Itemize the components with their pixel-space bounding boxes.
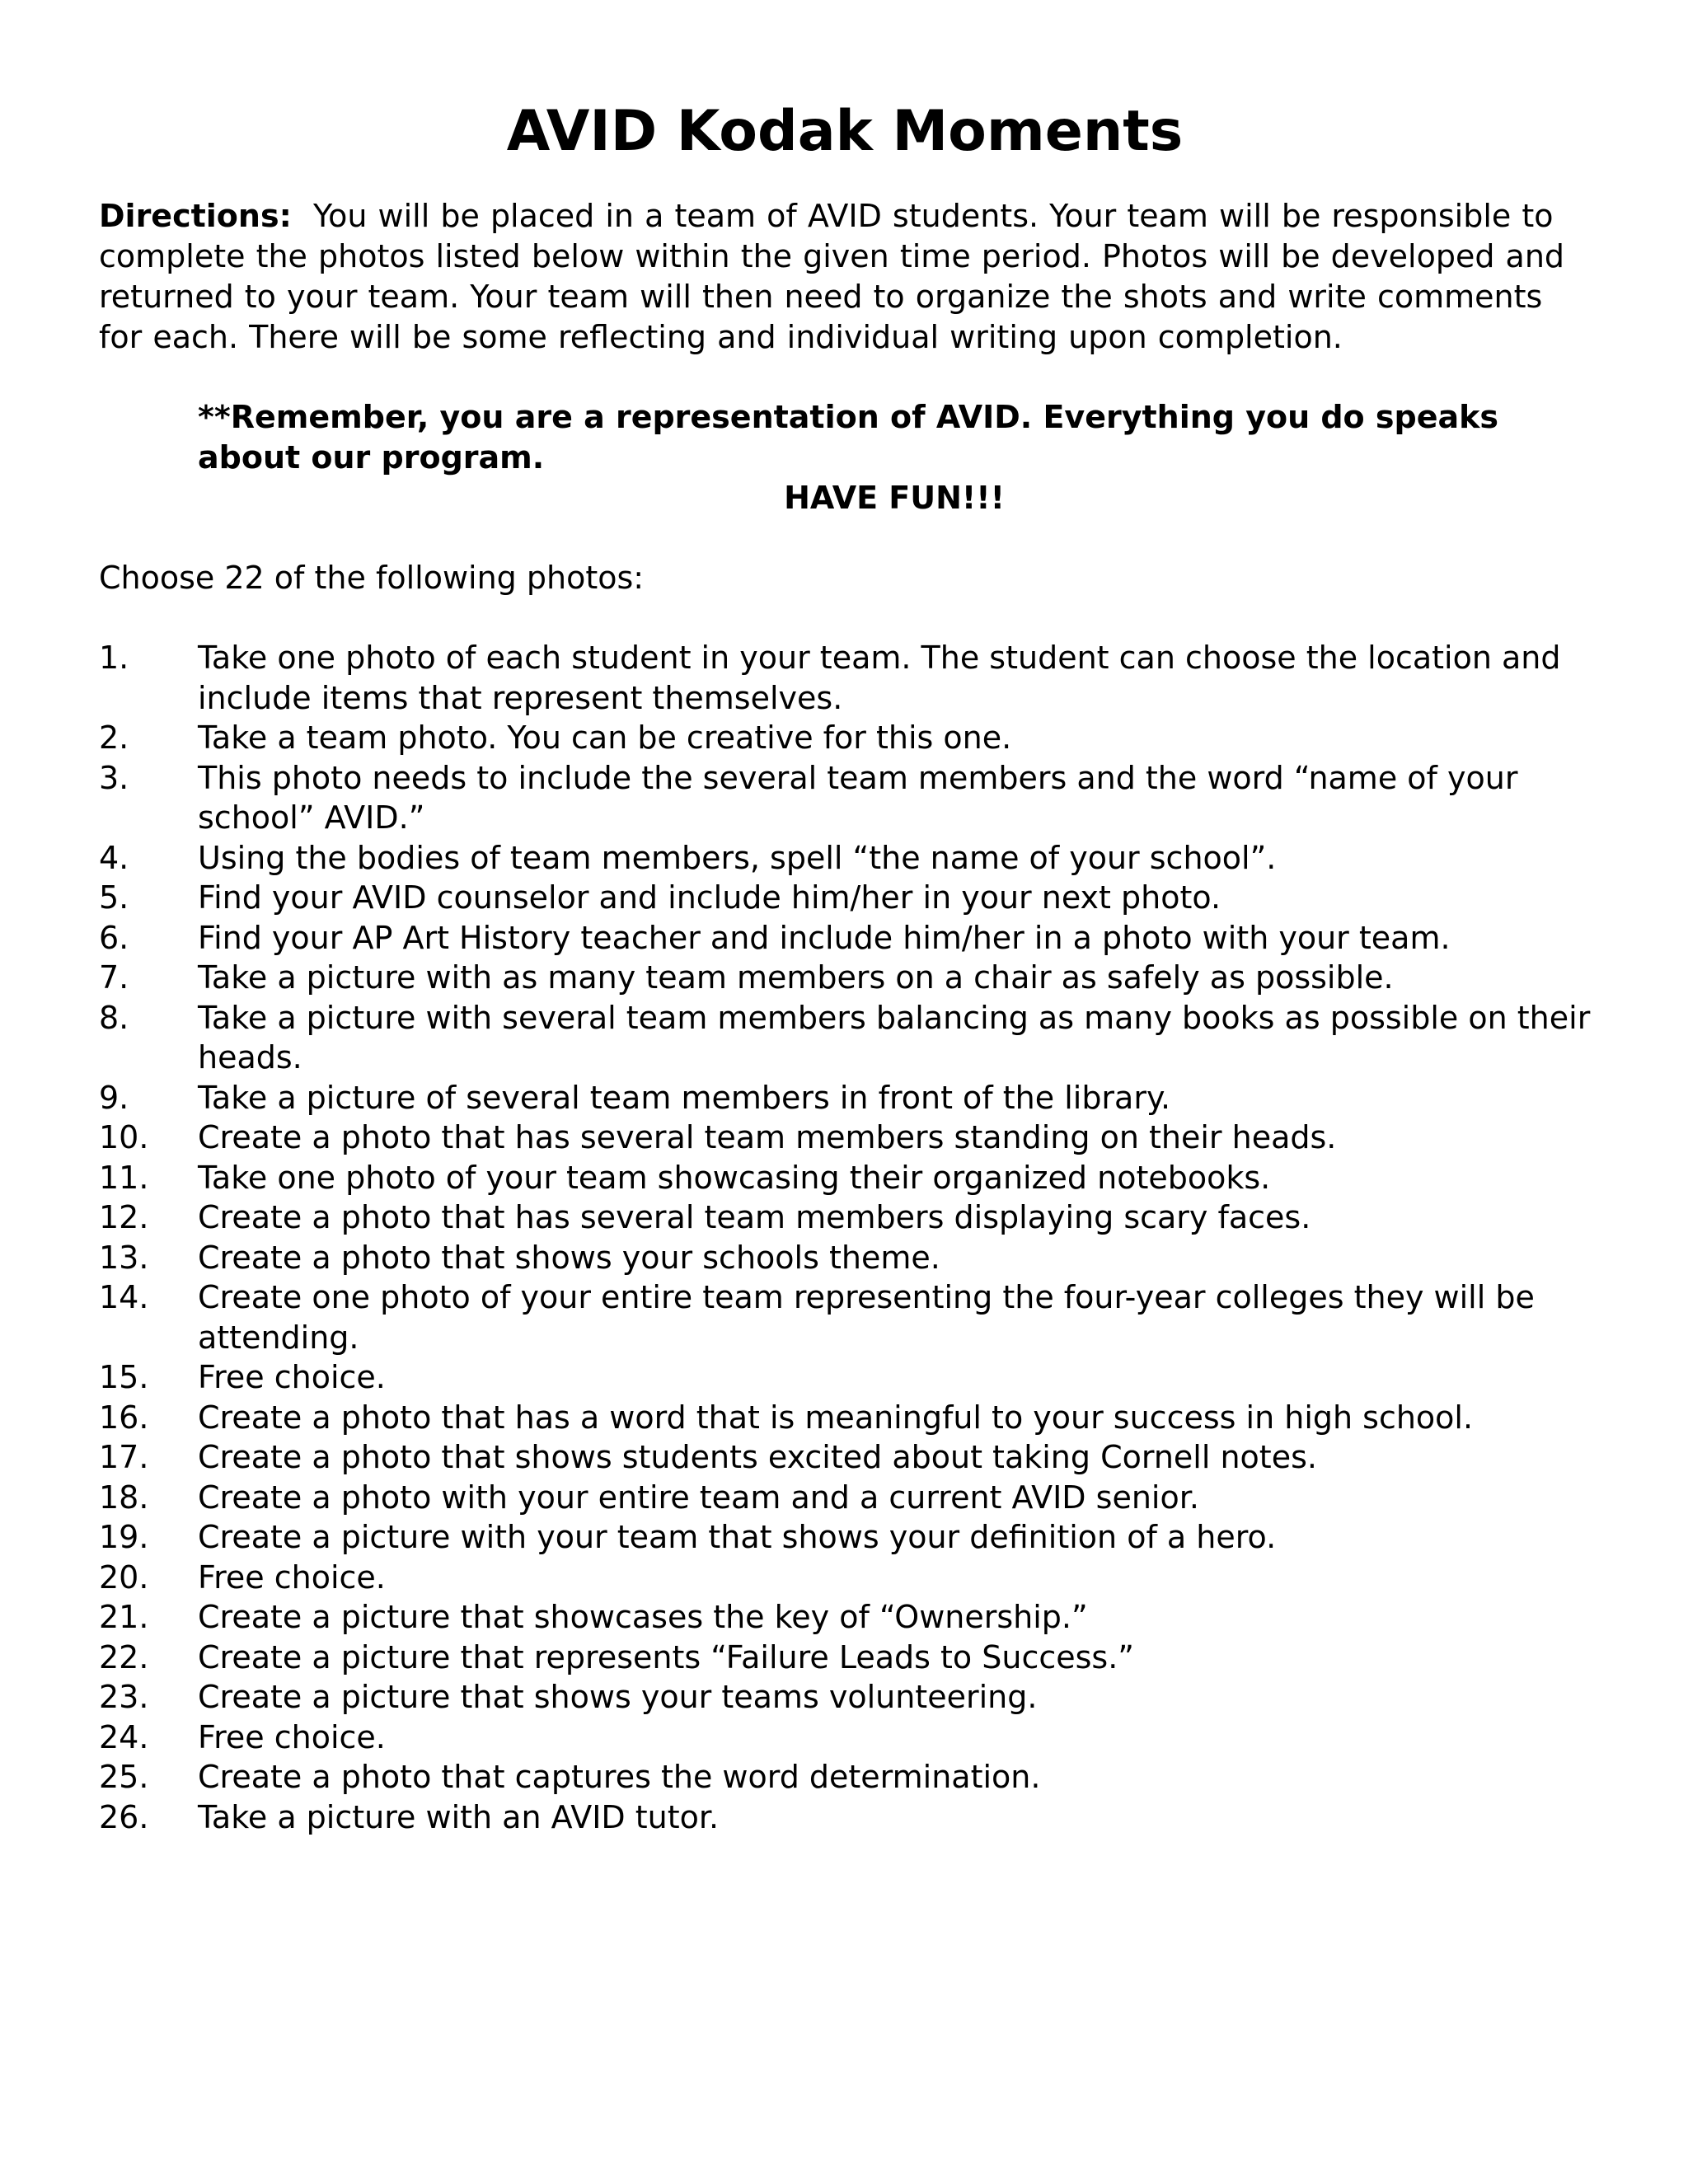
list-item-number: 6. xyxy=(99,919,129,956)
list-item-text: Take a picture of several team members in front of the library. xyxy=(198,1079,1171,1116)
list-item xyxy=(99,998,1591,1078)
list-item-text: Take a picture with several team members balancing as many books as possible on their heads. xyxy=(198,999,1591,1076)
list-item-text: Create a picture with your team that shows your definition of a hero. xyxy=(198,1519,1277,1555)
list-item-text: Take one photo of your team showcasing their organized notebooks. xyxy=(198,1159,1271,1196)
list-item-text: Free choice. xyxy=(198,1359,386,1395)
list-item xyxy=(99,1478,1591,1518)
list-item xyxy=(99,1638,1591,1678)
list-item-number: 9. xyxy=(99,1079,129,1116)
list-item xyxy=(99,758,1591,838)
list-item-number: 22. xyxy=(99,1638,149,1675)
list-item-number: 14. xyxy=(99,1279,149,1315)
list-item-number: 3. xyxy=(99,759,129,796)
list-item xyxy=(99,838,1591,879)
list-item-text: Create a photo that has several team members displaying scary faces. xyxy=(198,1199,1311,1235)
list-item-number: 15. xyxy=(99,1359,149,1395)
list-item-number: 16. xyxy=(99,1399,149,1436)
list-item-number: 7. xyxy=(99,959,129,996)
list-item-number: 25. xyxy=(99,1759,149,1795)
list-item-number: 4. xyxy=(99,839,129,876)
list-item xyxy=(99,1437,1591,1478)
list-item xyxy=(99,638,1591,718)
list-item-number: 5. xyxy=(99,879,129,916)
list-item-number: 13. xyxy=(99,1239,149,1276)
list-item xyxy=(99,1718,1591,1758)
list-item-text: Find your AP Art History teacher and include him/her in a photo with your team. xyxy=(198,919,1451,956)
list-item xyxy=(99,1757,1591,1797)
page-title: AVID Kodak Moments xyxy=(506,99,1184,164)
list-item-number: 26. xyxy=(99,1798,149,1835)
photo-list xyxy=(99,638,1591,1837)
list-item-number: 1. xyxy=(99,640,129,676)
list-item xyxy=(99,1558,1591,1598)
list-item-text: Create a photo that has a word that is meaningful to your success in high school. xyxy=(198,1399,1474,1436)
list-item-number: 20. xyxy=(99,1558,149,1596)
list-item-text: Free choice. xyxy=(198,1558,386,1596)
list-item xyxy=(99,1197,1591,1238)
list-item xyxy=(99,1797,1591,1838)
list-item-number: 8. xyxy=(99,999,129,1036)
remember-note: **Remember, you are a representation of AVID. Everything you do speaks about our program. xyxy=(198,399,1499,476)
list-item-number: 2. xyxy=(99,719,129,756)
list-item xyxy=(99,1158,1591,1198)
list-item-text: Create a photo that shows your schools theme. xyxy=(198,1239,940,1276)
list-item xyxy=(99,918,1591,958)
list-item-number: 23. xyxy=(99,1679,149,1715)
list-item xyxy=(99,1078,1591,1118)
list-item-text: Find your AVID counselor and include him/her in your next photo. xyxy=(198,879,1221,916)
list-item-text: Create a photo that shows students excited about taking Cornell notes. xyxy=(198,1439,1317,1475)
list-item-text: Create a picture that showcases the key of “Ownership.” xyxy=(198,1599,1088,1635)
document-page xyxy=(99,99,1591,1837)
list-item xyxy=(99,1517,1591,1558)
list-item-number: 10. xyxy=(99,1119,149,1155)
directions-paragraph xyxy=(99,196,1591,358)
list-item-text: Take one photo of each student in your team. The student can choose the location and include items that represent themselves. xyxy=(198,640,1561,716)
list-item xyxy=(99,1238,1591,1278)
list-item-text: Take a picture with as many team members on a chair as safely as possible. xyxy=(198,959,1394,996)
list-item-text: Take a picture with an AVID tutor. xyxy=(198,1798,720,1835)
have-fun-note: HAVE FUN!!! xyxy=(784,480,1005,516)
list-item-text: Take a team photo. You can be creative for this one. xyxy=(198,719,1012,756)
list-item xyxy=(99,878,1591,918)
list-item xyxy=(99,958,1591,998)
list-item-text: Create one photo of your entire team representing the four-year colleges they will be attending. xyxy=(198,1279,1535,1356)
directions-label: Directions: xyxy=(99,198,292,234)
list-item-number: 12. xyxy=(99,1199,149,1235)
list-item-number: 21. xyxy=(99,1599,149,1635)
list-item xyxy=(99,1597,1591,1638)
list-item-number: 17. xyxy=(99,1439,149,1475)
list-item-text: Create a photo that captures the word determination. xyxy=(198,1759,1041,1795)
list-item-text: This photo needs to include the several team members and the word “name of your school” AVID.” xyxy=(198,759,1518,836)
list-item xyxy=(99,1118,1591,1158)
list-item-text: Create a photo that has several team members standing on their heads. xyxy=(198,1119,1337,1155)
list-item xyxy=(99,1677,1591,1718)
list-item-text: Create a picture that shows your teams volunteering. xyxy=(198,1679,1038,1715)
list-item-number: 11. xyxy=(99,1159,149,1196)
list-item-text: Using the bodies of team members, spell “the name of your school”. xyxy=(198,839,1277,876)
list-item xyxy=(99,718,1591,758)
list-item-number: 18. xyxy=(99,1479,149,1516)
list-item-number: 24. xyxy=(99,1718,149,1755)
list-item xyxy=(99,1357,1591,1398)
directions-text: You will be placed in a team of AVID students. Your team will be responsible to complete the photos listed below within the given time period. Photos will be developed and returned to your team. Your team will then need to organize the shots and write comments for each. There will be some reflecting and individual writing upon completion. xyxy=(99,198,1565,355)
list-item xyxy=(99,1398,1591,1438)
list-item-text: Create a picture that represents “Failure Leads to Success.” xyxy=(198,1638,1134,1675)
list-item-number: 19. xyxy=(99,1519,149,1555)
list-item-text: Create a photo with your entire team and a current AVID senior. xyxy=(198,1479,1199,1516)
list-item-text: Free choice. xyxy=(198,1718,386,1755)
list-item xyxy=(99,1277,1591,1357)
choose-instruction: Choose 22 of the following photos: xyxy=(99,560,645,596)
